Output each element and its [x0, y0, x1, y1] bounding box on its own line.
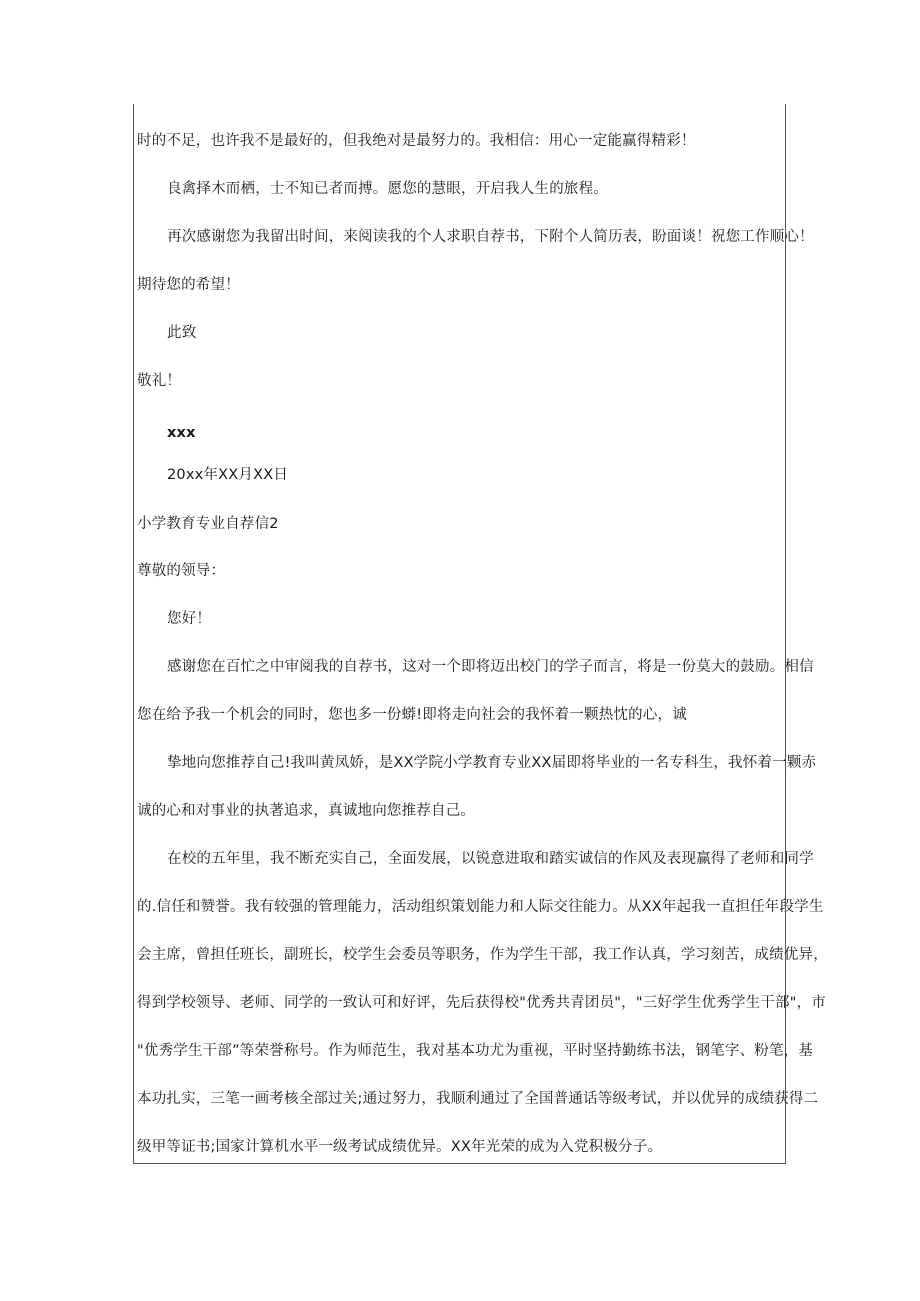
- closing-salutation: 此致: [167, 325, 197, 341]
- paragraph-line: 您在给予我一个机会的同时，您也多一份蟒!即将走向社会的我怀着一颗热忱的心，诚: [137, 707, 687, 723]
- section-title: 小学教育专业自荐信2: [137, 516, 279, 532]
- signature-name: xxx: [167, 425, 196, 441]
- paragraph-line: 良禽择木而栖，士不知已者而搏。愿您的慧眼，开启我人生的旅程。: [167, 181, 608, 197]
- paragraph-line: 感谢您在百忙之中审阅我的自荐书，这对一个即将迈出校门的学子而言，将是一份莫大的鼓励。相信: [167, 659, 814, 675]
- paragraph-line: 再次感谢您为我留出时间，来阅读我的个人求职自荐书，下附个人简历表，盼面谈！祝您工作顺心！: [167, 229, 814, 245]
- paragraph-line: 得到学校领导、老师、同学的一致认可和好评，先后获得校"优秀共青团员"，"三好学生优秀学生干部"，市: [137, 995, 826, 1011]
- greeting: 尊敬的领导：: [137, 563, 226, 579]
- greeting-hello: 您好！: [167, 611, 212, 627]
- paragraph-line: 期待您的希望！: [137, 277, 240, 293]
- paragraph-line: 本功扎实，三笔一画考核全部过关;通过努力，我顺利通过了全国普通话等级考试，并以优异的成绩获得二: [137, 1091, 819, 1107]
- paragraph-line: 的.信任和赞誉。我有较强的管理能力，活动组织策划能力和人际交往能力。从XX年起我一直担任年段学生: [137, 899, 824, 915]
- paragraph-line: 诚的心和对事业的执著追求，真诚地向您推荐自己。: [137, 803, 476, 819]
- signature-date: 20xx年XX月XX日: [167, 467, 289, 483]
- paragraph-line: 级甲等证书;国家计算机水平一级考试成绩优异。XX年光荣的成为入党积极分子。: [137, 1139, 663, 1155]
- paragraph-line: 在校的五年里，我不断充实自己，全面发展，以锐意进取和踏实诚信的作风及表现赢得了老师和同学: [167, 851, 814, 867]
- paragraph-line: 会主席，曾担任班长，副班长，校学生会委员等职务，作为学生干部，我工作认真，学习刻苦，成绩优异，: [137, 947, 828, 963]
- paragraph-line: "优秀学生干部”等荣誉称号。作为师范生，我对基本功尤为重视，平时坚持勤练书法，钢笔字、粉笔，基: [137, 1043, 814, 1059]
- paragraph-line: 时的不足，也许我不是最好的，但我绝对是最努力的。我相信：用心一定能赢得精彩！: [137, 133, 696, 149]
- closing-regards: 敬礼！: [137, 373, 182, 389]
- paragraph-line: 挚地向您推荐自己!我叫黄凤娇，是XX学院小学教育专业XX届即将毕业的一名专科生，我怀着一颗赤: [167, 755, 817, 771]
